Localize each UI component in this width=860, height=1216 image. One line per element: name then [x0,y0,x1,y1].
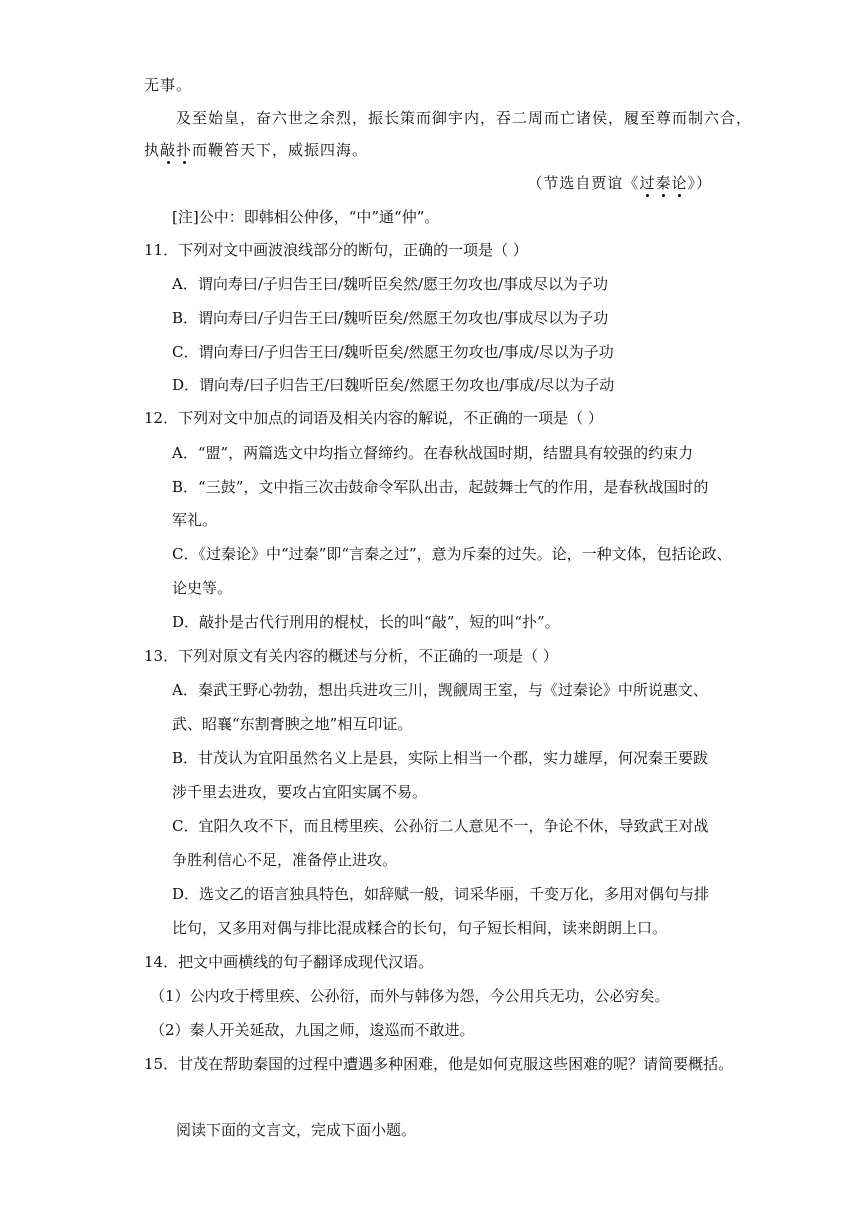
passage-text: 而鞭笞天下，威振四海。 [192,141,369,159]
option-c: C．宜阳久攻不下，而且樗里疾、公孙衍二人意见不一，争论不休，导致武王对战 [172,817,709,835]
section-instruction: 阅读下面的文言文，完成下面小题。 [176,1121,417,1139]
option-c-cont: 论史等。 [172,579,233,597]
dotted-word: 秦 [655,174,672,192]
option-b: B．谓向寿曰/子归告王曰/魏听臣矣/然愿王勿攻也/事成尽以为子功 [172,309,609,327]
source-text: （节选自贾谊《 [527,174,640,192]
option-d: D．谓向寿/曰子归告王/曰魏听臣矣/然愿王勿攻也/事成/尽以为子动 [172,376,615,394]
option-a-cont: 武、昭襄“东割膏腴之地”相互印证。 [172,715,413,733]
dotted-word: 敲 [160,141,177,159]
option-b: B．“三鼓”，文中指三次击鼓命令军队出击，起鼓舞士气的作用，是春秋战国时的 [172,478,709,496]
source-text: 》） [687,174,712,192]
dotted-word: 扑 [176,141,193,159]
sentence-1: （1）公内攻于樗里疾、公孙衍，而外与韩侈为怨，今公用兵无功，公必穷矣。 [150,987,670,1005]
passage-source [527,173,712,193]
passage-text: 执 [144,141,161,159]
passage-line [144,140,368,160]
question-stem: 14．把文中画横线的句子翻译成现代汉语。 [144,953,434,971]
option-a: A．秦武王野心勃勃，想出兵进攻三川，觊觎周王室，与《过秦论》中所说惠文、 [172,681,708,699]
option-b-cont: 涉千里去进攻，要攻占宜阳实属不易。 [172,783,428,801]
option-d: D．敲扑是古代行刑用的棍杖，长的叫“敲”，短的叫“扑”。 [172,613,560,631]
option-c: C．谓向寿曰/子归告王曰/魏听臣矣/然愿王勿攻也/事成/尽以为子功 [172,343,614,361]
option-b: B．甘茂认为宜阳虽然名义上是县，实际上相当一个郡，实力雄厚，何况秦王要跋 [172,749,709,767]
sentence-2: （2）秦人开关延敌，九国之师，逡巡而不敢进。 [150,1021,475,1039]
question-stem: 11．下列对文中画波浪线部分的断句，正确的一项是（ ） [144,241,528,259]
option-d-cont: 比句，又多用对偶与排比混成糅合的长句，句子短长相间，读来朗朗上口。 [172,919,668,937]
dotted-word: 论 [671,174,688,192]
question-stem: 15．甘茂在帮助秦国的过程中遭遇多种困难，他是如何克服这些困难的呢？请简要概括。 [144,1055,734,1073]
note: [注]公中：即韩相公仲侈，“中”通“仲”。 [172,208,440,226]
option-d: D．选文乙的语言独具特色，如辞赋一般，词采华丽，千变万化，多用对偶句与排 [172,885,710,903]
question-stem: 13．下列对原文有关内容的概述与分析，不正确的一项是（ ） [144,647,558,665]
option-b-cont: 军礼。 [172,511,218,529]
question-stem: 12．下列对文中加点的词语及相关内容的解说，不正确的一项是（ ） [144,409,603,427]
passage-line: 及至始皇，奋六世之余烈，振长策而御宇内，吞二周而亡诸侯，履至尊而制六合， [176,109,753,127]
option-a: A．“盟”，两篇选文中均指立督缔约。在春秋战国时期，结盟具有较强的约束力 [172,444,694,462]
option-c: C．《过秦论》中“过秦”即“言秦之过”，意为斥秦的过失。论，一种文体，包括论政、 [172,545,732,563]
dotted-word: 过 [639,174,656,192]
option-a: A．谓向寿曰/子归告王曰/魏听臣矣然/愿王勿攻也/事成尽以为子功 [172,275,609,293]
option-c-cont: 争胜利信心不足，准备停止进攻。 [172,851,398,869]
passage-line: 无事。 [144,76,193,94]
